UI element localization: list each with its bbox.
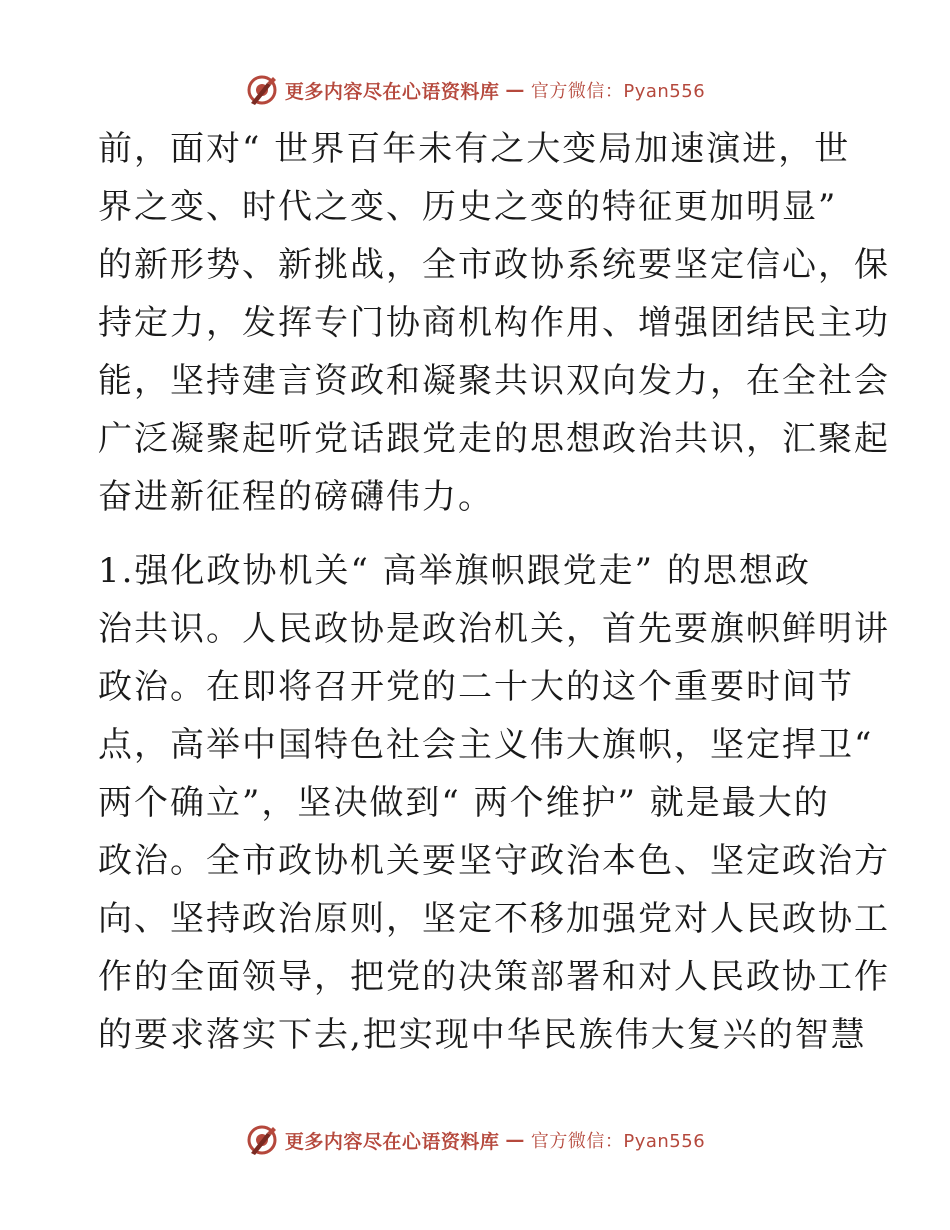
- site-name: 更多内容尽在心语资料库: [284, 80, 500, 103]
- separator-dash: —: [505, 1129, 525, 1151]
- site-name: 更多内容尽在心语资料库: [284, 1130, 500, 1153]
- text-line: 政治。全市政协机关要坚守政治本色、坚定政治方: [98, 841, 890, 881]
- text-line: 广泛凝聚起听党话跟党走的思想政治共识，汇聚起: [98, 419, 890, 459]
- text-line: 的新形势、新挑战，全市政协系统要坚定信心，保: [98, 245, 890, 285]
- separator-dash: —: [505, 79, 525, 101]
- text-line: 点，高举中国特色社会主义伟大旗帜，坚定捍卫“: [98, 725, 874, 765]
- text-line: 作的全面领导，把党的决策部署和对人民政协工作: [98, 957, 890, 997]
- text-line: 能，坚持建言资政和凝聚共识双向发力，在全社会: [98, 361, 890, 401]
- text-line: 政治。在即将召开党的二十大的这个重要时间节: [98, 667, 854, 707]
- text-line: 两个确立”，坚决做到“ 两个维护” 就是最大的: [98, 783, 830, 823]
- text-line: 界之变、时代之变、历史之变的特征更加明显”: [98, 187, 838, 227]
- text-line: 前，面对“ 世界百年未有之大变局加速演进，世: [98, 129, 851, 169]
- pen-logo-icon: [245, 1123, 279, 1157]
- text-line: 的要求落实下去,把实现中华民族伟大复兴的智慧: [98, 1015, 867, 1055]
- text-line: 向、坚持政治原则，坚定不移加强党对人民政协工: [98, 899, 890, 939]
- wechat-id: 官方微信：Pyan556: [530, 81, 706, 102]
- pen-logo-icon: [245, 73, 279, 107]
- wechat-id: 官方微信：Pyan556: [530, 1131, 706, 1152]
- paragraph-section-1: [98, 542, 890, 1064]
- text-line: 持定力，发挥专门协商机构作用、增强团结民主功: [98, 303, 890, 343]
- header-banner: [0, 70, 950, 110]
- document-body: [98, 120, 890, 1064]
- section-heading-line: 1.强化政协机关“ 高举旗帜跟党走” 的思想政: [98, 551, 811, 591]
- footer-banner: [0, 1120, 950, 1160]
- text-line: 奋进新征程的磅礴伟力。: [98, 477, 494, 517]
- paragraph-intro: [98, 120, 890, 526]
- text-line: 治共识。人民政协是政治机关，首先要旗帜鲜明讲: [98, 609, 890, 649]
